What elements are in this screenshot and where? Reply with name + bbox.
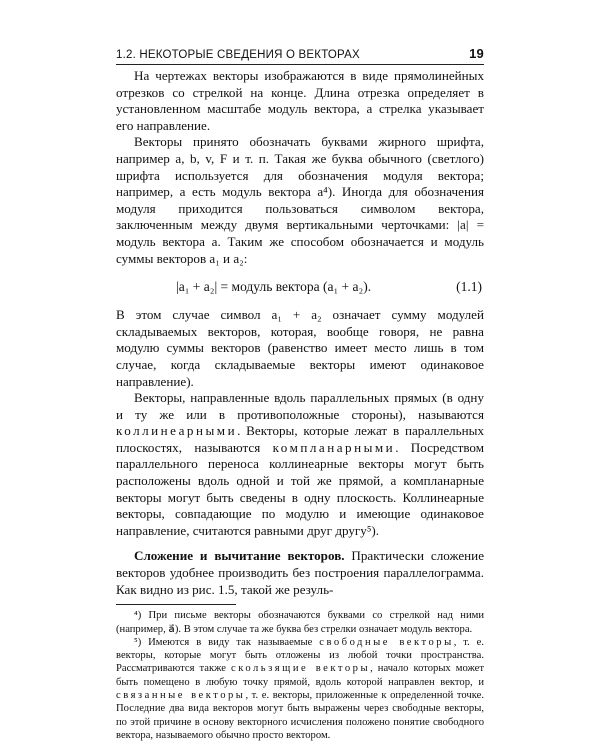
paragraph-4: [116, 390, 484, 539]
term-sliding-vectors: скользящие векторы: [231, 663, 371, 675]
term-free-vectors: свободные векторы: [319, 636, 454, 648]
p4-start: Векторы, направленные вдоль параллельных прямых (в одну и ту же или в противоположные стороны), называются: [116, 390, 484, 422]
paragraph-2: Векторы принято обозначать буквами жирного шрифта, например a, b, v, F и т. п. Такая же буква обычного (светлого) шрифта используется для обозначения модуля вектора; например, a есть модуль вектора a⁴). Иногда для обозначения модуля приходится пользоваться символом вектора, заключенным между двумя вертикальными черточками: |a| = модуль вектора a. Таким же способом обозначается и модуль суммы векторов a₁ и a₂:: [116, 134, 484, 266]
formula-number: (1.1): [456, 278, 482, 294]
paragraph-3: В этом случае символ a₁ + a₂ означает сумму модулей складываемых векторов, которая, вообще говоря, не равна модулю суммы векторов (равенство имеет место лишь в том случае, когда складываемые векторы имеют одинаковое направление).: [116, 307, 484, 389]
section-title: 1.2. НЕКОТОРЫЕ СВЕДЕНИЯ О ВЕКТОРАХ: [116, 49, 360, 61]
formula-1-1: [116, 267, 484, 307]
p4-mid: . Векторы, которые лежат в параллельных плоскостях, называются: [116, 423, 484, 455]
footnotes: [116, 609, 484, 742]
p4-end: . Посредством параллельного переноса коллинеарные векторы могут быть расположены вдоль одной и той же прямой, а компланарные векторы могут быть сведены в одну плоскость. Коллинеарные векторы, совпадающие по модулю и имеющие одинаковое направление, считаются равными друг другу⁵).: [116, 439, 484, 538]
running-header: [116, 46, 484, 61]
term-coplanar: компланарными: [272, 439, 396, 455]
paragraph-5: [116, 548, 484, 598]
f5-mid1: , т. е. векторы, которые могут быть отложены из любой точки пространства. Рассматриваются также: [116, 636, 484, 675]
f5-mid2: , начало которых может быть помещено в любую точку прямой, вдоль которой направлен вектор, и: [116, 663, 485, 688]
page-number: 19: [469, 46, 484, 61]
main-text: [116, 68, 484, 742]
footnote-5: [116, 636, 484, 742]
footnote-rule: [116, 604, 236, 605]
footnote-4: ⁴) При письме векторы обозначаются буквами со стрелкой над ними (например, a⃗). В этом случае та же буква без стрелки означает модуль вектора.: [116, 610, 484, 635]
header-rule: [116, 64, 484, 65]
section-heading: Сложение и вычитание векторов.: [134, 548, 345, 564]
f5-end: , т. е. векторы, приложенные к определенной точке. Последние два вида векторов могут быть выражены через свободные векторы, по этой причине в основу векторного исчисления положено понятие свободного вектора, называемого обычно просто вектором.: [116, 690, 484, 741]
p5-text: Практически сложение векторов удобнее производить без построения параллелограмма. Как видно из рис. 1.5, такой же резуль-: [116, 548, 484, 597]
paragraph-1: На чертежах векторы изображаются в виде прямолинейных отрезков со стрелкой на конце. Длина отрезка определяет в установленном масштабе модуль вектора, а стрелка указывает его направление.: [116, 68, 484, 133]
f5-start: ⁵) Имеются в виду так называемые: [134, 636, 313, 648]
term-collinear: коллинеарными: [116, 423, 238, 439]
formula-expression: |a₁ + a₂| = модуль вектора (a₁ + a₂).: [176, 278, 372, 294]
term-bound-vectors: связанные векторы: [116, 690, 246, 701]
